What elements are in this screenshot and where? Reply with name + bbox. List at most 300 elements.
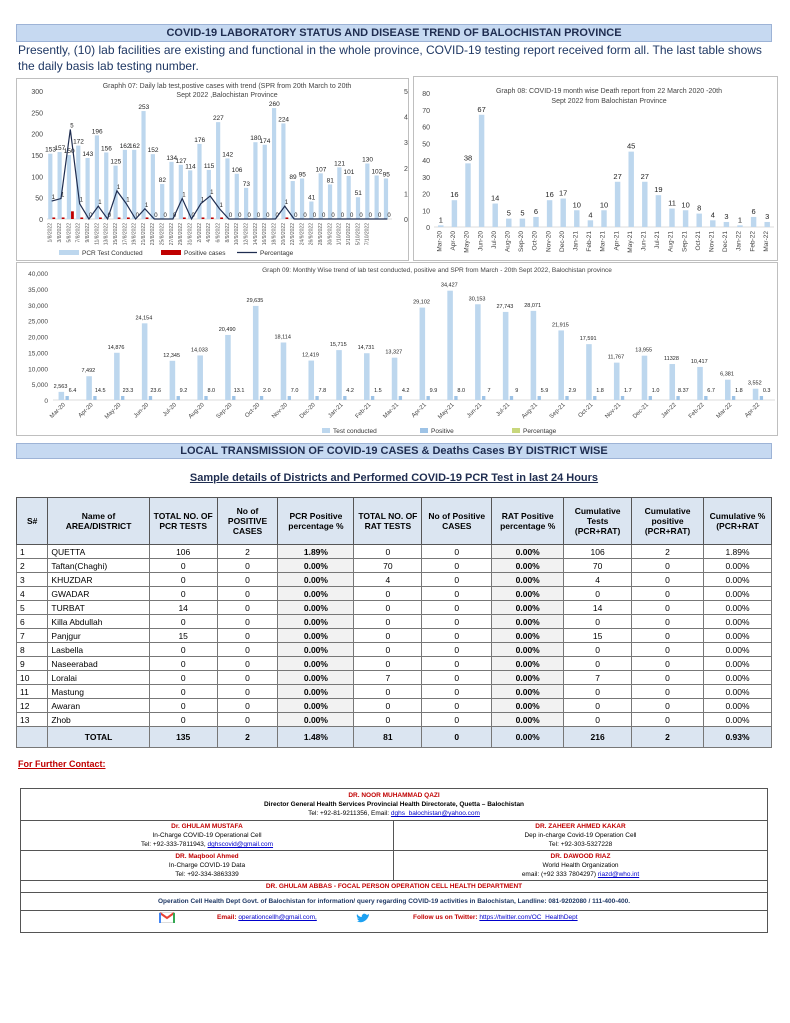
- x-tick-label: 31/8/2022: [187, 223, 194, 246]
- table-header-cell: Name of AREA/DISTRICT: [48, 498, 149, 545]
- pcr-label: 180: [250, 135, 262, 143]
- x-tick-label: Oct-21: [577, 402, 595, 420]
- positive-label: 1: [98, 200, 102, 207]
- positive-label: 1: [284, 200, 289, 207]
- test-label: 27,743: [496, 303, 514, 310]
- positive-bar: [621, 396, 624, 400]
- total-cell: [17, 727, 48, 748]
- table-cell: 13: [17, 713, 48, 727]
- positive-bar: [260, 396, 263, 400]
- percentage-label: 13.1: [233, 388, 245, 394]
- test-label: 15,715: [329, 342, 347, 349]
- table-cell: 0: [149, 643, 217, 657]
- table-row: [17, 699, 772, 713]
- table-cell: 2: [217, 545, 278, 559]
- table-cell: 0: [422, 643, 492, 657]
- pcr-label: 81: [326, 177, 334, 185]
- percentage-label: 1.0: [651, 388, 660, 394]
- death-bar: [669, 209, 674, 227]
- table-cell: 11: [17, 685, 48, 699]
- gmail-icon: [159, 912, 175, 923]
- death-label: 1: [737, 215, 743, 225]
- x-tick-label: 20/9/2022: [280, 223, 287, 246]
- death-bar: [547, 200, 552, 227]
- x-tick-label: Sep-20: [518, 231, 526, 252]
- p4-title: World Health Organization: [542, 862, 619, 869]
- positive-bar: [482, 396, 485, 400]
- pcr-label: 142: [222, 151, 234, 159]
- x-tick-label: Jul-21: [654, 231, 662, 249]
- table-cell: 0.00%: [278, 699, 354, 713]
- table-cell: 0.00%: [278, 657, 354, 671]
- table-cell: 0: [632, 615, 704, 629]
- pcr-label: 95: [298, 171, 306, 179]
- positive-bar: [62, 217, 65, 219]
- table-cell: 0.00%: [704, 573, 772, 587]
- test-bar: [59, 392, 65, 400]
- positive-label: 0: [312, 213, 317, 219]
- table-cell: 0.00%: [492, 615, 564, 629]
- positive-label: 1: [116, 184, 121, 191]
- y-tick-label: 0: [39, 217, 43, 224]
- table-cell: 0.00%: [278, 643, 354, 657]
- pcr-label: 130: [362, 156, 373, 164]
- pcr-label: 156: [101, 145, 112, 153]
- graph09-chart: [17, 263, 779, 437]
- table-cell: KHUZDAR: [48, 573, 149, 587]
- percentage-label: 4.2: [401, 388, 410, 394]
- table-cell: 0: [149, 671, 217, 685]
- table-cell: 0: [632, 573, 704, 587]
- y-tick-label: 15,000: [28, 350, 48, 358]
- table-header-cell: Cumulative positive (PCR+RAT): [632, 498, 704, 545]
- table-cell: 0.00%: [492, 545, 564, 559]
- legend-swatch-tests: [322, 428, 330, 433]
- y-tick-label: 40,000: [28, 271, 48, 278]
- dg-title: Director General Health Services Provincial Health Directorate, Quetta – Balochistan: [263, 801, 525, 808]
- x-tick-label: 15/8/2022: [112, 223, 119, 246]
- x-tick-label: Aug-20: [187, 402, 206, 421]
- x-tick-label: Apr-21: [410, 402, 428, 420]
- x-tick-label: 24/9/2022: [299, 223, 306, 246]
- twitter-link[interactable]: https://twitter.com/OC_HealthDept: [479, 914, 578, 921]
- death-bar: [560, 199, 565, 227]
- death-label: 10: [599, 200, 609, 210]
- positive-label: 0: [387, 213, 391, 219]
- y-tick-label: 100: [31, 174, 43, 182]
- test-label: 17,591: [579, 336, 597, 343]
- legend-label: Test conducted: [333, 428, 377, 435]
- x-tick-label: Dec-20: [298, 402, 317, 421]
- pcr-label: 260: [268, 101, 280, 109]
- table-cell: 2: [17, 559, 48, 573]
- table-cell: 0: [354, 615, 422, 629]
- positive-label: 1: [210, 189, 214, 196]
- x-tick-label: 5/8/2022: [66, 223, 73, 243]
- pcr-bar: [263, 145, 267, 219]
- table-row: [17, 657, 772, 671]
- pcr-bar: [85, 158, 89, 219]
- positive-label: 0: [154, 213, 158, 219]
- table-cell: 0: [149, 573, 217, 587]
- table-cell: Lasbella: [48, 643, 149, 657]
- y-tick-label: 70: [422, 107, 430, 115]
- positive-label: 1: [144, 202, 149, 209]
- p4-name: DR. DAWOOD RIAZ: [550, 853, 611, 860]
- total-cell: 135: [149, 727, 217, 748]
- page-title: COVID-19 LABORATORY STATUS AND DISEASE TREND OF BALOCHISTAN PROVINCE: [166, 27, 622, 39]
- total-cell: 1.48%: [278, 727, 354, 748]
- percentage-label: 4.2: [346, 388, 354, 394]
- x-tick-label: Feb-22: [749, 231, 757, 252]
- table-cell: 0: [354, 657, 422, 671]
- x-tick-label: 1/10/2022: [336, 223, 343, 246]
- table-cell: 0: [354, 629, 422, 643]
- table-row: [17, 713, 772, 727]
- table-row: [17, 559, 772, 573]
- test-bar: [753, 389, 759, 400]
- dg-contact: [21, 789, 767, 821]
- positive-bar: [211, 217, 214, 219]
- contact-p1: [21, 821, 394, 850]
- positive-bar: [121, 396, 124, 400]
- x-tick-label: Sep-21: [548, 402, 567, 421]
- death-label: 67: [477, 104, 486, 114]
- table-row: [17, 587, 772, 601]
- test-bar: [308, 361, 314, 400]
- x-tick-label: May-20: [104, 402, 123, 421]
- positive-bar: [732, 396, 735, 400]
- death-bar: [724, 222, 729, 227]
- p1-title: In-Charge COVID-19 Operational Cell: [152, 832, 262, 839]
- x-tick-label: Jun-20: [477, 231, 485, 251]
- x-tick-label: Aug-21: [667, 231, 675, 252]
- positive-bar: [149, 396, 152, 400]
- table-cell: 0: [354, 601, 422, 615]
- legend-swatch-percentage: [512, 428, 520, 433]
- test-bar: [197, 355, 203, 400]
- table-cell: 0: [422, 573, 492, 587]
- x-tick-label: 8/9/2022: [224, 223, 231, 243]
- x-tick-label: 19/8/2022: [131, 223, 138, 246]
- y-tick-label: 50: [35, 195, 43, 203]
- positive-bar: [99, 217, 102, 219]
- table-cell: 0.00%: [278, 601, 354, 615]
- table-cell: 0.00%: [492, 657, 564, 671]
- pcr-bar: [151, 154, 155, 219]
- test-bar: [225, 335, 231, 400]
- positive-bar: [565, 396, 568, 400]
- test-label: 28,071: [524, 302, 542, 309]
- table-cell: 0.00%: [704, 601, 772, 615]
- pcr-label: 176: [194, 136, 206, 144]
- x-tick-label: Oct-20: [244, 402, 262, 420]
- y2-tick-label: 4: [404, 114, 408, 122]
- positive-label: 1: [200, 197, 205, 204]
- table-cell: Mastung: [48, 685, 149, 699]
- pcr-label: 102: [371, 168, 383, 176]
- death-bar: [656, 195, 661, 227]
- y-tick-label: 10,000: [28, 366, 48, 374]
- x-tick-label: 5/10/2022: [355, 223, 362, 246]
- legend-label: PCR Test Conducted: [82, 250, 143, 257]
- x-tick-label: 7/8/2022: [75, 223, 82, 243]
- pcr-bar: [132, 150, 136, 219]
- total-cell: TOTAL: [48, 727, 149, 748]
- pcr-label: 172: [73, 138, 84, 146]
- table-cell: Zhob: [48, 713, 149, 727]
- dg-email-link[interactable]: dghs_balochistan@yahoo.com: [390, 810, 480, 817]
- table-cell: 106: [564, 545, 632, 559]
- death-bar: [628, 152, 633, 227]
- table-cell: 0.00%: [492, 559, 564, 573]
- x-tick-label: Mar-21: [599, 231, 607, 252]
- contact-heading: For Further Contact:: [18, 759, 106, 769]
- table-cell: 0: [632, 713, 704, 727]
- positive-label: 0: [107, 213, 111, 219]
- graph07-panel: [16, 78, 409, 261]
- table-cell: 7: [354, 671, 422, 685]
- twitter-line: [413, 913, 578, 922]
- x-tick-label: 26/9/2022: [308, 223, 315, 246]
- y-tick-label: 250: [31, 110, 43, 118]
- death-bar: [642, 182, 647, 227]
- table-cell: 0: [564, 713, 632, 727]
- x-tick-label: Mar-22: [762, 231, 770, 252]
- positive-bar: [371, 396, 374, 400]
- table-cell: 0: [632, 587, 704, 601]
- table-header-cell: PCR Positive percentage %: [278, 498, 354, 545]
- death-bar: [601, 210, 606, 227]
- positive-bar: [118, 217, 121, 219]
- positive-bar: [93, 396, 96, 400]
- y-tick-label: 20,000: [28, 334, 48, 342]
- p1-tel: Tel: +92-333-7811943,: [140, 841, 208, 848]
- positive-label: 0: [340, 213, 345, 219]
- test-bar: [503, 312, 509, 400]
- total-cell: 81: [354, 727, 422, 748]
- positive-label: 0: [378, 213, 382, 219]
- table-cell: 0: [564, 657, 632, 671]
- test-bar: [281, 342, 287, 400]
- total-cell: 0.93%: [704, 727, 772, 748]
- table-cell: 0: [564, 699, 632, 713]
- operation-email-link[interactable]: operationcellh@gmail.com,: [238, 914, 317, 921]
- percentage-label: 1.5: [374, 388, 382, 394]
- table-cell: 0.00%: [704, 643, 772, 657]
- death-label: 3: [765, 211, 770, 221]
- table-cell: 14: [564, 601, 632, 615]
- table-cell: 0: [354, 587, 422, 601]
- positive-bar: [676, 396, 679, 400]
- x-tick-label: Nov-20: [271, 402, 290, 421]
- table-cell: 0: [149, 615, 217, 629]
- y-tick-label: 300: [31, 89, 43, 96]
- death-bar: [588, 220, 593, 227]
- contact-p3: [21, 851, 394, 880]
- table-header-cell: Cumulative % (PCR+RAT: [704, 498, 772, 545]
- table-cell: 2: [632, 545, 704, 559]
- test-label: 24,154: [135, 315, 153, 322]
- table-cell: 0: [217, 699, 278, 713]
- table-cell: 4: [354, 573, 422, 587]
- twitter-icon: [356, 913, 370, 924]
- p1-name: Dr. GHULAM MUSTAFA: [171, 823, 243, 830]
- table-cell: 1.89%: [704, 545, 772, 559]
- table-cell: 0: [422, 629, 492, 643]
- table-cell: 0.00%: [704, 587, 772, 601]
- p4-tel-line: [394, 870, 767, 879]
- table-cell: Naseerabad: [48, 657, 149, 671]
- y-tick-label: 150: [31, 153, 43, 160]
- death-label: 17: [559, 188, 568, 198]
- test-bar: [669, 364, 675, 400]
- table-row: [17, 685, 772, 699]
- test-label: 30,153: [468, 296, 486, 303]
- x-tick-label: Oct-20: [531, 231, 539, 251]
- test-label: 18,114: [274, 334, 291, 341]
- table-cell: 0: [632, 657, 704, 671]
- contact-p2: [394, 821, 767, 850]
- table-cell: 0: [632, 699, 704, 713]
- x-tick-label: 9/8/2022: [84, 223, 91, 243]
- y2-tick-label: 2: [404, 165, 408, 173]
- x-tick-label: 17/8/2022: [122, 223, 129, 246]
- table-cell: 0.00%: [492, 713, 564, 727]
- y2-tick-label: 0: [404, 217, 408, 224]
- table-cell: 12: [17, 699, 48, 713]
- p1-email-link[interactable]: dghscovid@gmail.com: [207, 841, 274, 848]
- pcr-bar: [48, 154, 52, 219]
- pcr-label: 157: [54, 145, 66, 153]
- x-tick-label: Jun-21: [640, 231, 648, 251]
- test-bar: [531, 311, 537, 400]
- footer-info: Operation Cell Health Dept Govt. of Balochistan for information/ query regarding COVID-19 activities in Balochistan, Landline: 081-9202080 / 111-400-400.: [21, 893, 767, 911]
- table-cell: 106: [149, 545, 217, 559]
- pcr-bar: [272, 108, 276, 219]
- y-tick-label: 30,000: [28, 302, 48, 310]
- district-table: [16, 497, 772, 748]
- section2-title: LOCAL TRANSMISSION OF COVID-19 CASES & Deaths Cases BY DISTRICT WISE: [180, 445, 608, 457]
- legend-swatch-positive: [161, 250, 181, 255]
- x-tick-label: Apr-22: [744, 402, 762, 420]
- positive-label: 1: [60, 192, 65, 199]
- x-tick-label: Feb-22: [687, 402, 706, 420]
- chart-title: Graph 09: Monthly Wise trend of lab test conducted, positive and SPR from March - 20th Sept 2022, Balochistan province: [262, 267, 612, 274]
- pcr-bar: [169, 162, 173, 219]
- positive-bar: [704, 396, 707, 400]
- table-cell: 0: [217, 629, 278, 643]
- table-total-row: [17, 727, 772, 748]
- chart-title: Graphh 07: Daily lab test,postive cases with trend (SPR from 20th March to 20th: [102, 83, 352, 90]
- positive-bar: [65, 396, 68, 400]
- positive-bar: [593, 396, 596, 400]
- p4-email-link[interactable]: riazd@who.int: [597, 871, 640, 878]
- table-cell: 0.00%: [278, 671, 354, 685]
- table-cell: 0.00%: [492, 699, 564, 713]
- pcr-label: 125: [110, 158, 122, 166]
- table-cell: 0: [564, 615, 632, 629]
- test-label: 14,731: [357, 345, 375, 352]
- positive-label: 0: [331, 213, 335, 219]
- table-cell: 0.00%: [278, 573, 354, 587]
- p3-title: In-Charge COVID-19 Data: [168, 862, 246, 869]
- x-tick-label: Nov-21: [604, 402, 623, 421]
- test-bar: [253, 306, 259, 400]
- positive-label: 0: [350, 213, 354, 219]
- table-cell: 0.00%: [278, 629, 354, 643]
- pcr-label: 121: [334, 160, 346, 168]
- section2-banner: [16, 443, 772, 459]
- x-tick-label: Apr-20: [77, 402, 95, 420]
- positive-label: 5: [70, 123, 74, 130]
- total-cell: 0.00%: [492, 727, 564, 748]
- positive-label: 0: [368, 213, 373, 219]
- x-tick-label: 13/8/2022: [103, 223, 110, 246]
- death-label: 6: [751, 206, 756, 216]
- table-cell: Taftan(Chaghi): [48, 559, 149, 573]
- pcr-label: 227: [212, 115, 224, 123]
- test-label: 14,033: [190, 347, 208, 354]
- table-cell: 0: [217, 559, 278, 573]
- pcr-label: 152: [147, 147, 159, 155]
- positive-bar: [315, 396, 318, 400]
- contacts-row-1: [21, 821, 767, 851]
- percentage-label: 7.0: [290, 388, 299, 394]
- x-tick-label: 6/9/2022: [215, 223, 222, 243]
- death-label: 45: [627, 141, 636, 151]
- x-tick-label: Feb-21: [586, 231, 594, 252]
- test-label: 6,381: [720, 371, 734, 378]
- chart-title: Graph 08: COVID-19 month wise Death report from 22 March 2020 -20th: [495, 88, 723, 95]
- test-bar: [336, 350, 342, 400]
- death-label: 6: [533, 206, 539, 216]
- table-cell: 0.00%: [704, 699, 772, 713]
- table-cell: 0: [354, 713, 422, 727]
- positive-label: 0: [163, 213, 167, 219]
- table-subtitle: Sample details of Districts and Performed COVID-19 PCR Test in last 24 Hours: [189, 472, 599, 484]
- table-cell: 7: [564, 671, 632, 685]
- table-cell: 0.00%: [704, 629, 772, 643]
- percentage-label: 9.2: [179, 388, 188, 394]
- table-cell: 0.00%: [704, 559, 772, 573]
- table-cell: 70: [354, 559, 422, 573]
- p2-title: Dep in-charge Covid-19 Operation Cell: [524, 832, 637, 839]
- death-bar: [574, 210, 579, 227]
- table-cell: 0.00%: [704, 713, 772, 727]
- contact-p4: [394, 851, 767, 880]
- table-cell: 0.00%: [704, 685, 772, 699]
- death-label: 19: [654, 185, 663, 195]
- x-tick-label: Jun-21: [466, 402, 484, 420]
- pcr-label: 127: [175, 157, 187, 165]
- table-cell: 0: [564, 643, 632, 657]
- death-label: 8: [697, 203, 702, 213]
- positive-bar: [426, 396, 429, 400]
- positive-bar: [510, 396, 513, 400]
- y-tick-label: 0: [426, 225, 430, 232]
- death-label: 27: [640, 171, 649, 181]
- test-bar: [697, 367, 703, 400]
- legend-swatch-pcr: [59, 250, 79, 255]
- x-tick-label: 30/9/2022: [327, 223, 334, 246]
- legend-label: Positive: [431, 428, 454, 435]
- intro-text: Presently, (10) lab facilities are existing and functional in the whole province, COVID-19 testing report received form all. The last table shows the daily basis lab testing number.: [18, 43, 762, 73]
- test-bar: [586, 344, 592, 400]
- table-cell: 0: [149, 657, 217, 671]
- percentage-label: 5.9: [540, 388, 549, 394]
- positive-label: 0: [256, 213, 261, 219]
